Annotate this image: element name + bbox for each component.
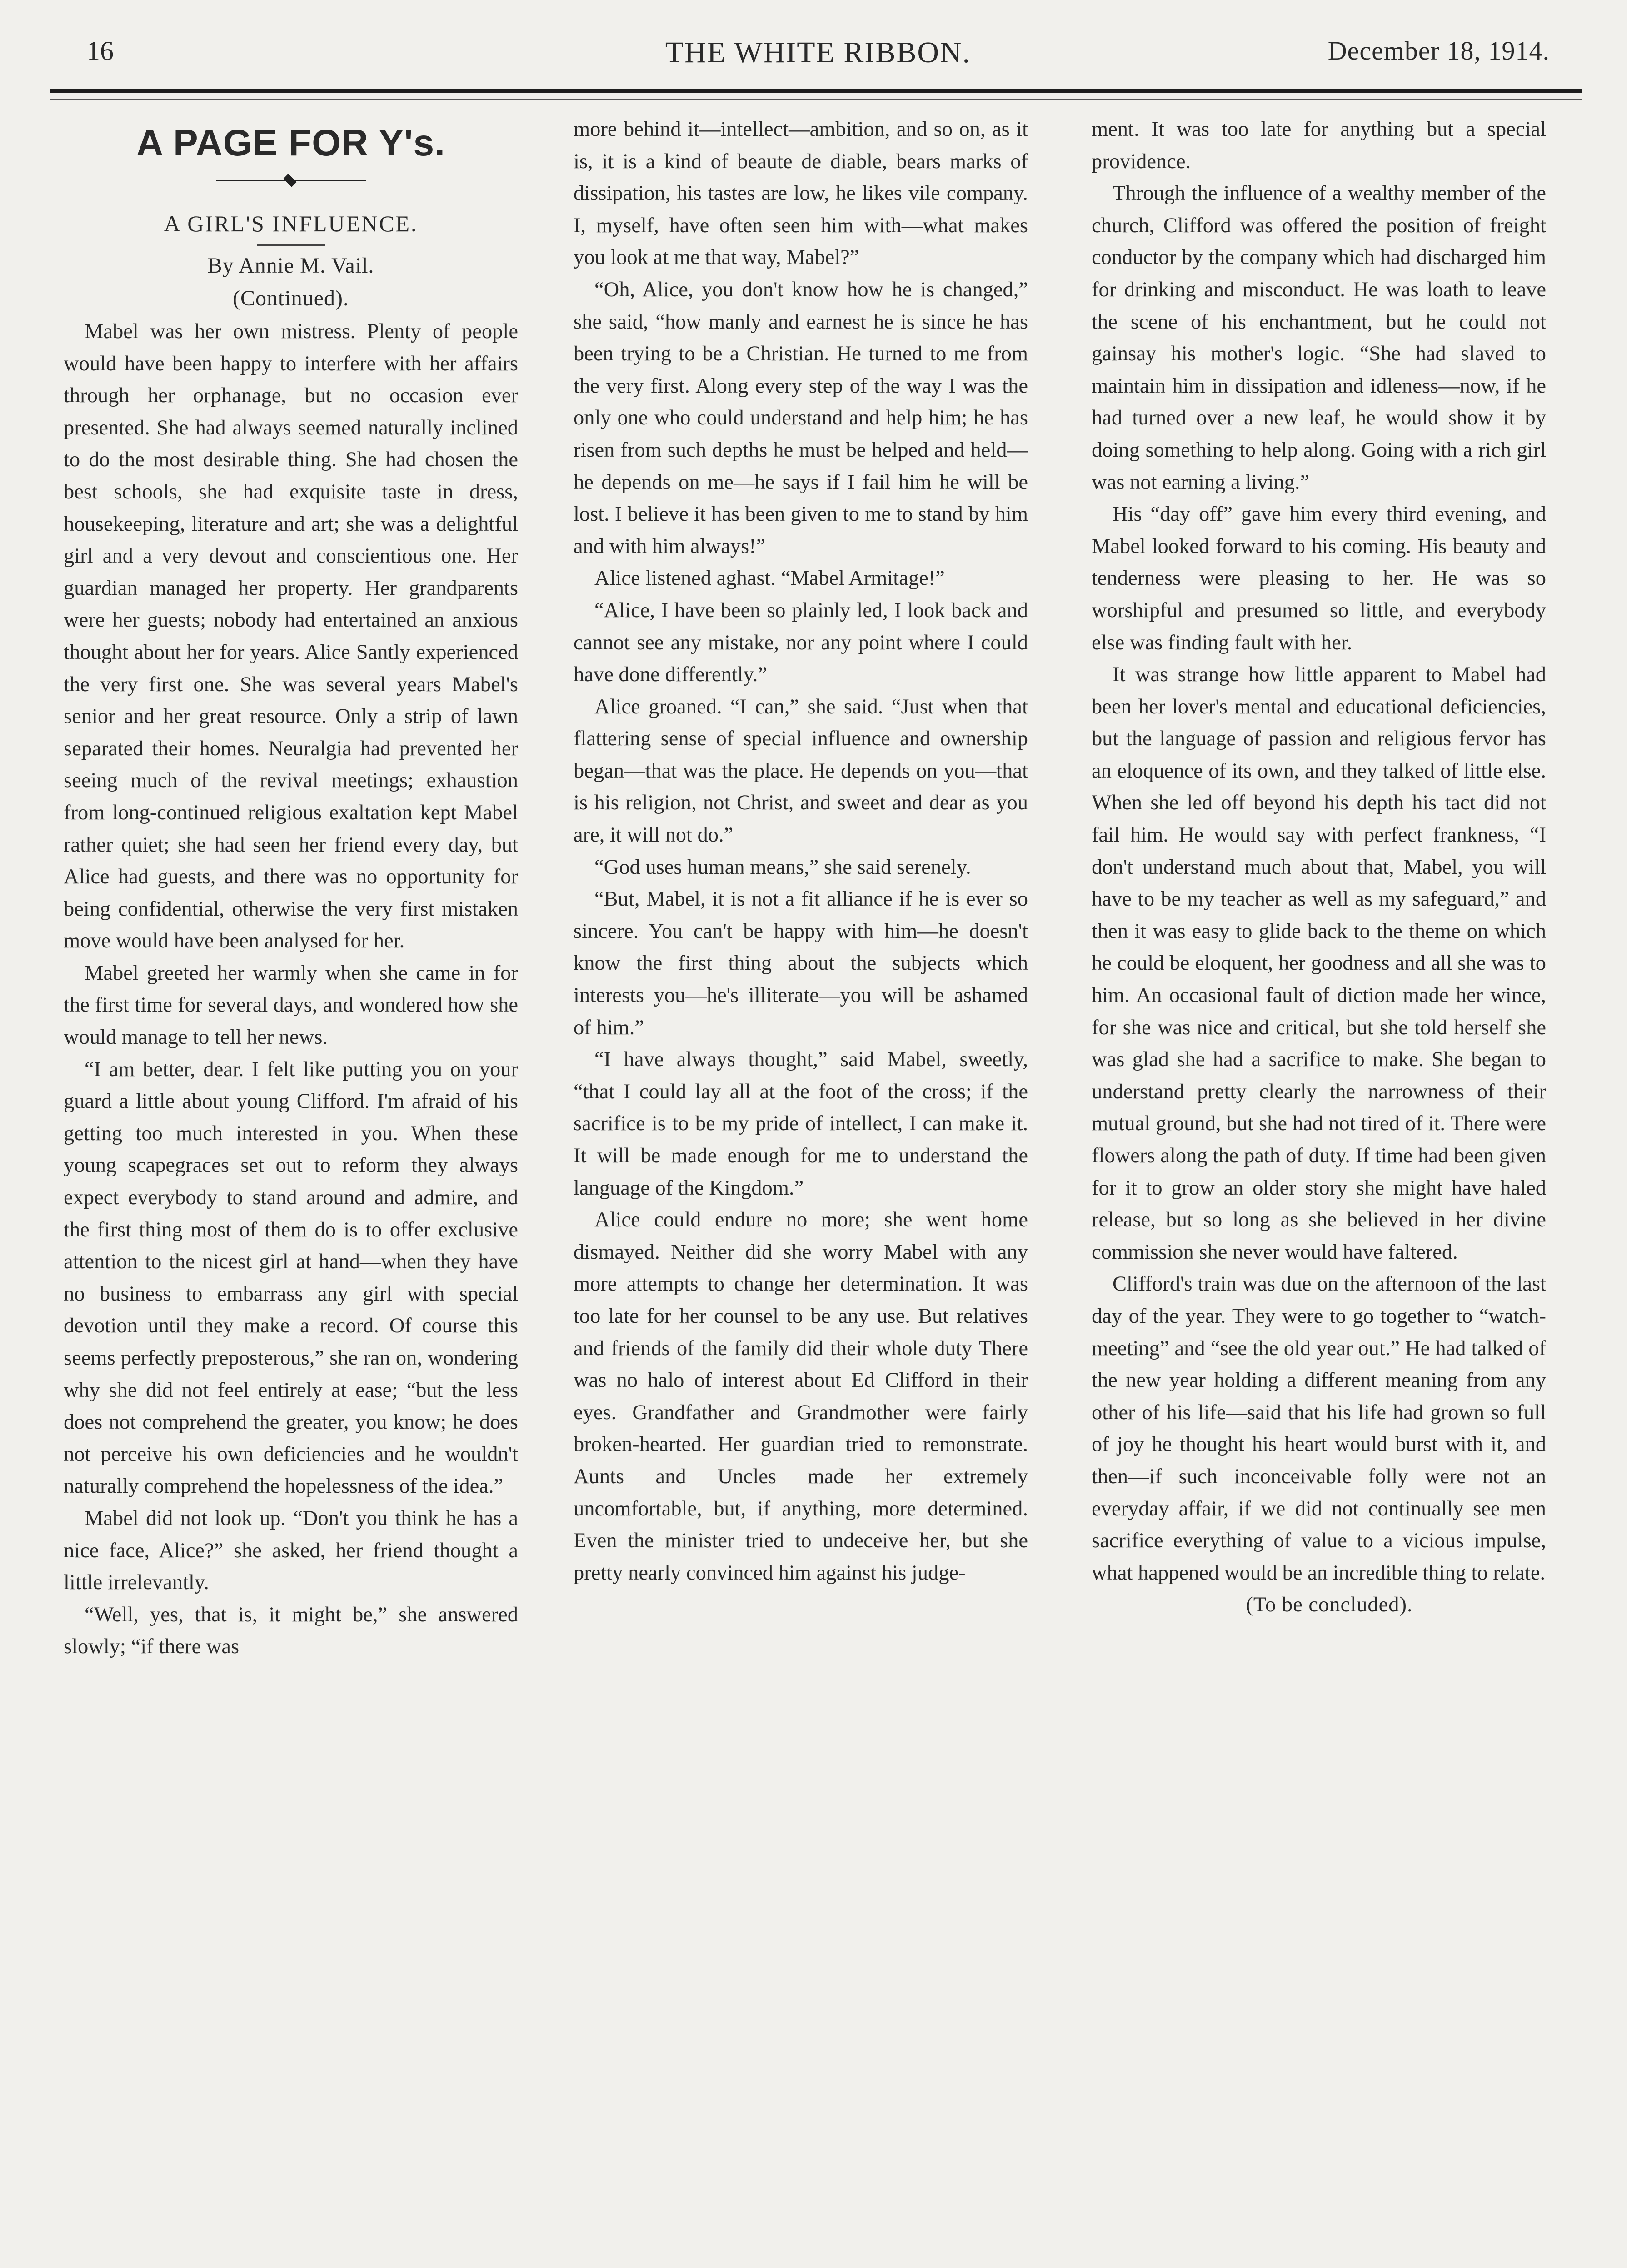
- paragraph: It was strange how little apparent to Mabel had been her lover's mental and educational deficiencies, but the language of passion and religious fervor has an eloquence of its own, and they talked of little else. When she led off beyond his depth his tact did not fail him. He would say with perfect frankness, “I don't understand much about that, Mabel, you will have to be my teacher as well as my safeguard,” and then it was easy to glide back to the theme on which he could be eloquent, her goodness and all she was to him. An occasional fault of diction made her wince, for she was nice and critical, but she told herself she was glad she had a sacrifice to make. She began to understand pretty clearly the narrowness of their mutual ground, but she had not tired of it. There were flowers along the path of duty. If time had been given for it to grow an older story she might have haled release, but so long as she believed in her divine commission she never would have faltered.: [1092, 663, 1546, 1264]
- paragraph: Alice groaned. “I can,” she said. “Just when that flattering sense of special influence and ownership began—that was the place. He depends on you—that is his religion, not Christ, and sweet and dear as you are, it will not do.”: [574, 695, 1028, 847]
- column-3: [1092, 114, 1546, 1621]
- header-rule-thick: [50, 89, 1582, 93]
- paragraph: Alice listened aghast. “Mabel Armitage!”: [594, 567, 945, 590]
- paragraph: Through the influence of a wealthy member of the church, Clifford was offered the position of freight conductor by the company which had discharged him for drinking and misconduct. He was loath to leave the scene of his enchantment, but he could not gainsay his mother's logic. “She had slaved to maintain him in dissipation and idleness—now, if he had turned over a new leaf, he would show it by doing something to help along. Going with a rich girl was not earning a living.”: [1092, 182, 1546, 494]
- paragraph: Mabel was her own mistress. Plenty of people would have been happy to interfere with her affairs through her orphanage, but no occasion ever presented. She had always seemed naturally inclined to do the most desirable thing. She had chosen the best schools, she had exquisite taste in dress, housekeeping, literature and art; she was a delightful girl and a very devout and conscientious one. Her guardian managed her property. Her grandparents were her guests; nobody had entertained an anxious thought about her for years. Alice Santly experienced the very first one. She was several years Mabel's senior and her great resource. Only a strip of lawn separated their homes. Neuralgia had prevented her seeing much of the revival meetings; exhaustion from long-continued religious exaltation kept Mabel rather quiet; she had seen her friend every day, but Alice had guests, and there was no opportunity for being confidential, otherwise the very first mistaken move would have been analysed for her.: [64, 320, 518, 953]
- paragraph: Alice could endure no more; she went home dismayed. Neither did she worry Mabel with any more attempts to change her determination. It was too late for her counsel to be any use. But relatives and friends of the family did their whole duty There was no halo of interest about Ed Clifford in their eyes. Grandfather and Grandmother were fairly broken-hearted. Her guardian tried to remonstrate. Aunts and Uncles made her extremely uncomfortable, but, if anything, more determined. Even the minister tried to undeceive her, but she pretty nearly convinced him against his judge-: [574, 1208, 1028, 1585]
- paragraph: “Well, yes, that is, it might be,” she answered slowly; “if there was: [64, 1603, 518, 1659]
- masthead-title: THE WHITE RIBBON.: [665, 36, 971, 69]
- diamond-ornament-icon: [283, 174, 296, 187]
- title-divider: [257, 244, 325, 246]
- title-ornament: [64, 171, 518, 191]
- page-number: 16: [86, 36, 114, 66]
- byline: By Annie M. Vail.: [207, 254, 374, 278]
- page-header: [86, 27, 1550, 82]
- paragraph: Mabel did not look up. “Don't you think he has a nice face, Alice?” she asked, her friend thought a little irrelevantly.: [64, 1506, 518, 1595]
- paragraph: “I have always thought,” said Mabel, sweetly, “that I could lay all at the foot of the cross; if the sacrifice is to be my pride of intellect, I can make it. It will be made enough for me to understand the language of the Kingdom.”: [574, 1048, 1028, 1200]
- paragraph: “Alice, I have been so plainly led, I look back and cannot see any mistake, nor any point where I could have done differently.”: [574, 598, 1028, 687]
- page-title: A PAGE FOR Y's.: [136, 122, 445, 164]
- paragraph: Clifford's train was due on the afternoon of the last day of the year. They were to go together to “watch-meeting” and “see the old year out.” He had talked of the new year holding a different meaning from any other of his life—said that his life had grown so full of joy he thought his heart would burst with it, and then—if such inconceivable folly were not an everyday affair, if we did not continually see men sacrifice everything of value to a vicious impulse, what happened would be an incredible thing to relate.: [1092, 1272, 1546, 1585]
- paragraph: Mabel greeted her warmly when she came in for the first time for several days, and wondered how she would manage to tell her news.: [64, 961, 518, 1049]
- continued-note: (Continued).: [233, 286, 349, 310]
- to-be-concluded-note: (To be concluded).: [1246, 1593, 1413, 1617]
- paragraph: more behind it—intellect—ambition, and so on, as it is, it is a kind of beaute de diable, bears marks of dissipation, his tastes are low, he likes vile company. I, myself, have often seen him with—what makes you look at me that way, Mabel?”: [574, 118, 1028, 269]
- column-2: [574, 114, 1028, 1589]
- paragraph: His “day off” gave him every third evening, and Mabel looked forward to his coming. His beauty and tenderness were pleasing to her. He was so worshipful and presumed so little, and everybody else was finding fault with her.: [1092, 503, 1546, 654]
- paragraph: “I am better, dear. I felt like putting you on your guard a little about young Clifford. I'm afraid of his getting too much interested in you. When these young scapegraces set out to reform they always expect everybody to stand around and admire, and the first thing most of them do is to offer exclusive attention to the nicest girl at hand—when they have no business to embarrass any girl with special devotion until they make a record. Of course this seems perfectly preposterous,” she ran on, wondering why she did not feel entirely at ease; “but the less does not comprehend the greater, you know; he does not perceive his own deficiencies and he wouldn't naturally comprehend the hopelessness of the idea.”: [64, 1057, 518, 1498]
- paragraph: ment. It was too late for anything but a special providence.: [1092, 118, 1546, 173]
- paragraph: “God uses human means,” she said serenely.: [594, 855, 971, 879]
- header-rule-thin: [50, 99, 1582, 100]
- story-title: A GIRL'S INFLUENCE.: [164, 211, 418, 236]
- issue-date: December 18, 1914.: [1328, 36, 1550, 65]
- paragraph: “But, Mabel, it is not a fit alliance if he is ever so sincere. You can't be happy with him—he doesn't know the first thing about the subjects which interests you—he's illiterate—you will be ashamed of him.”: [574, 887, 1028, 1039]
- column-1: [64, 114, 518, 1663]
- paragraph: “Oh, Alice, you don't know how he is changed,” she said, “how manly and earnest he is since he has been trying to be a Christian. He turned to me from the very first. Along every step of the way I was the only one who could understand and help him; he has risen from such depths he must be helped and held—he depends on me—he says if I fail him he will be lost. I believe it has been given to me to stand by him and with him always!”: [574, 278, 1028, 558]
